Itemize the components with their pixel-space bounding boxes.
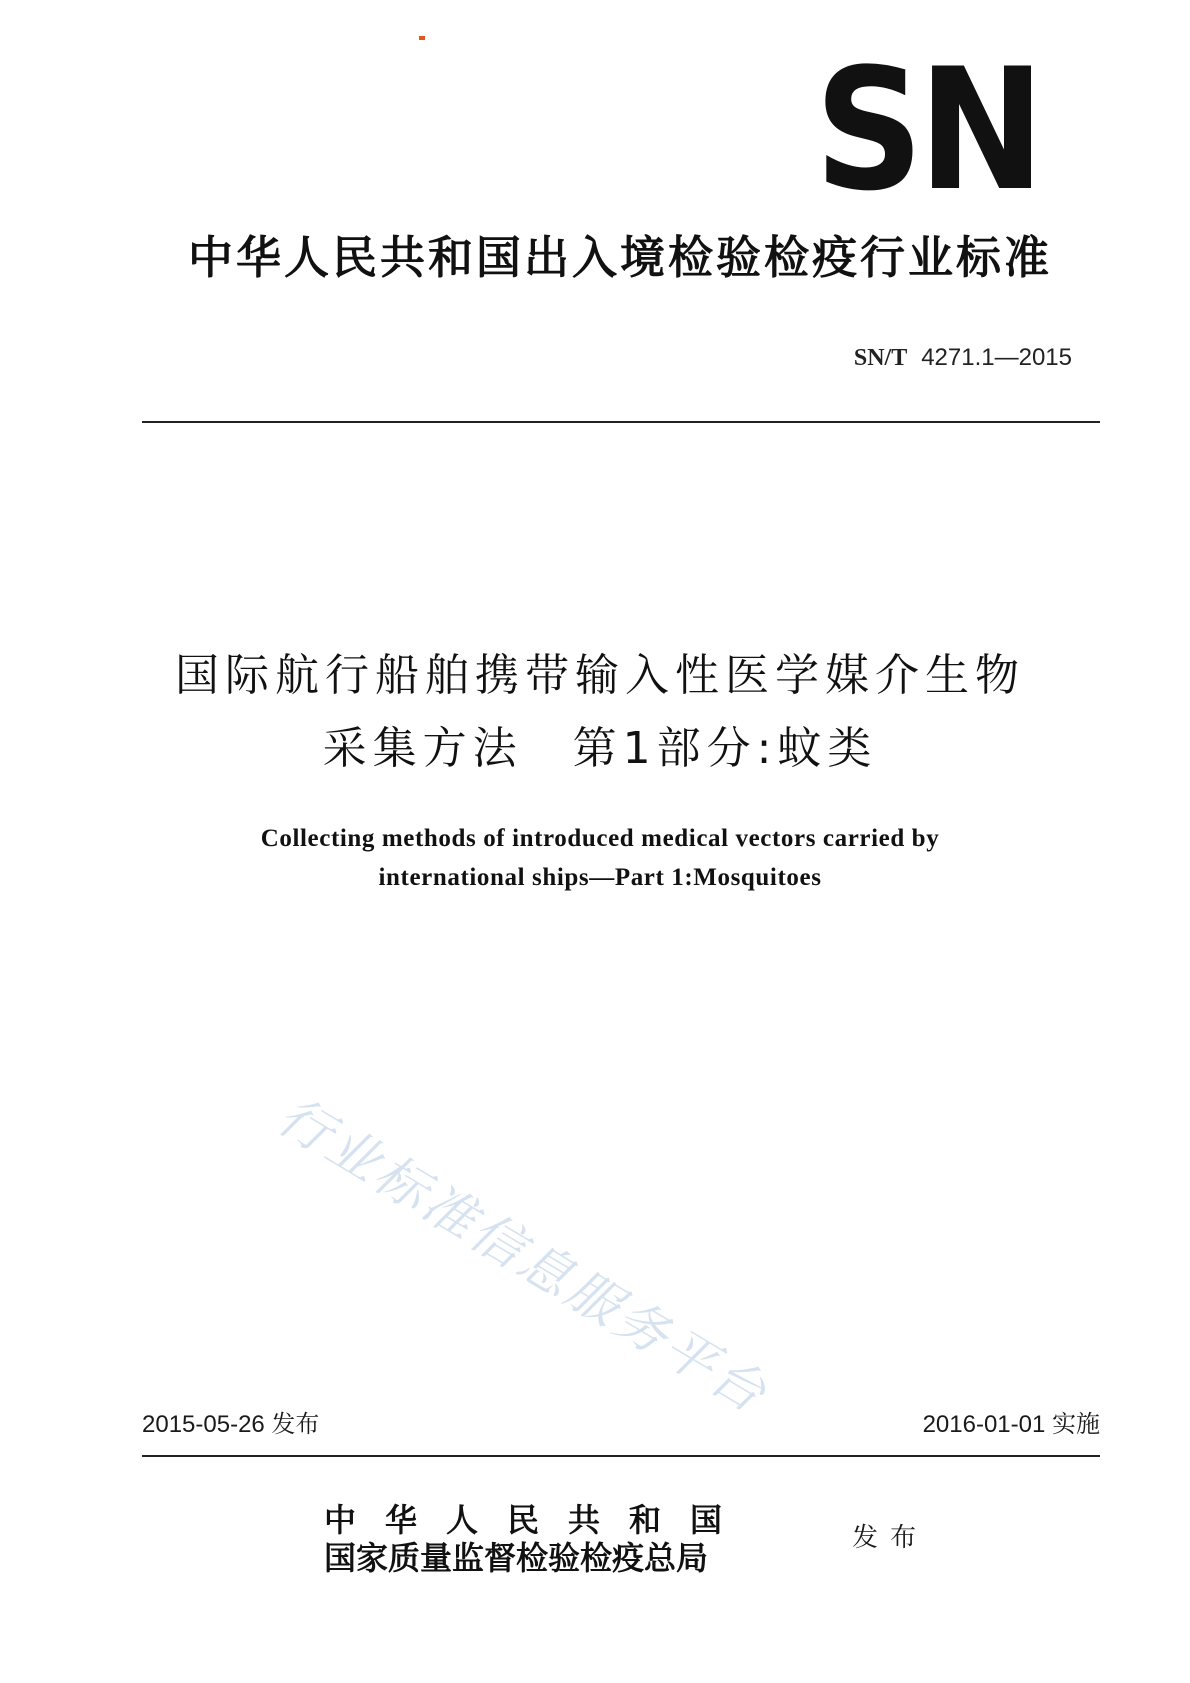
accent-dot	[419, 36, 425, 40]
bottom-divider	[142, 1455, 1100, 1457]
standard-number-value: 4271.1—2015	[921, 344, 1072, 371]
standard-code: SN/T	[853, 345, 908, 371]
standard-number	[854, 342, 1072, 373]
sn-logo-text: SN	[814, 60, 1040, 200]
title-english-line2: international ships—Part 1:Mosquitoes	[378, 864, 822, 891]
sn-logo	[812, 60, 1042, 200]
title-chinese-line2: 采集方法 第1部分:蚊类	[322, 723, 878, 774]
issue-date: 2015-05-26 发布	[142, 1411, 320, 1438]
publisher-block	[324, 1501, 751, 1577]
implementation-date: 2016-01-01 实施	[922, 1411, 1100, 1438]
publish-label: 发布	[852, 1523, 929, 1553]
watermark: 行业标准信息服务平台	[267, 1086, 779, 1427]
top-divider	[142, 421, 1100, 423]
title-chinese-line1: 国际航行船舶携带输入性医学媒介生物	[175, 650, 1025, 701]
publisher-line1: 中华人民共和国	[324, 1501, 752, 1539]
publisher-line2: 国家质量监督检验检疫总局	[324, 1539, 709, 1577]
organization-header: 中华人民共和国出入境检验检疫行业标准	[187, 231, 1052, 284]
title-english-line1: Collecting methods of introduced medical vectors carried by	[260, 825, 940, 852]
